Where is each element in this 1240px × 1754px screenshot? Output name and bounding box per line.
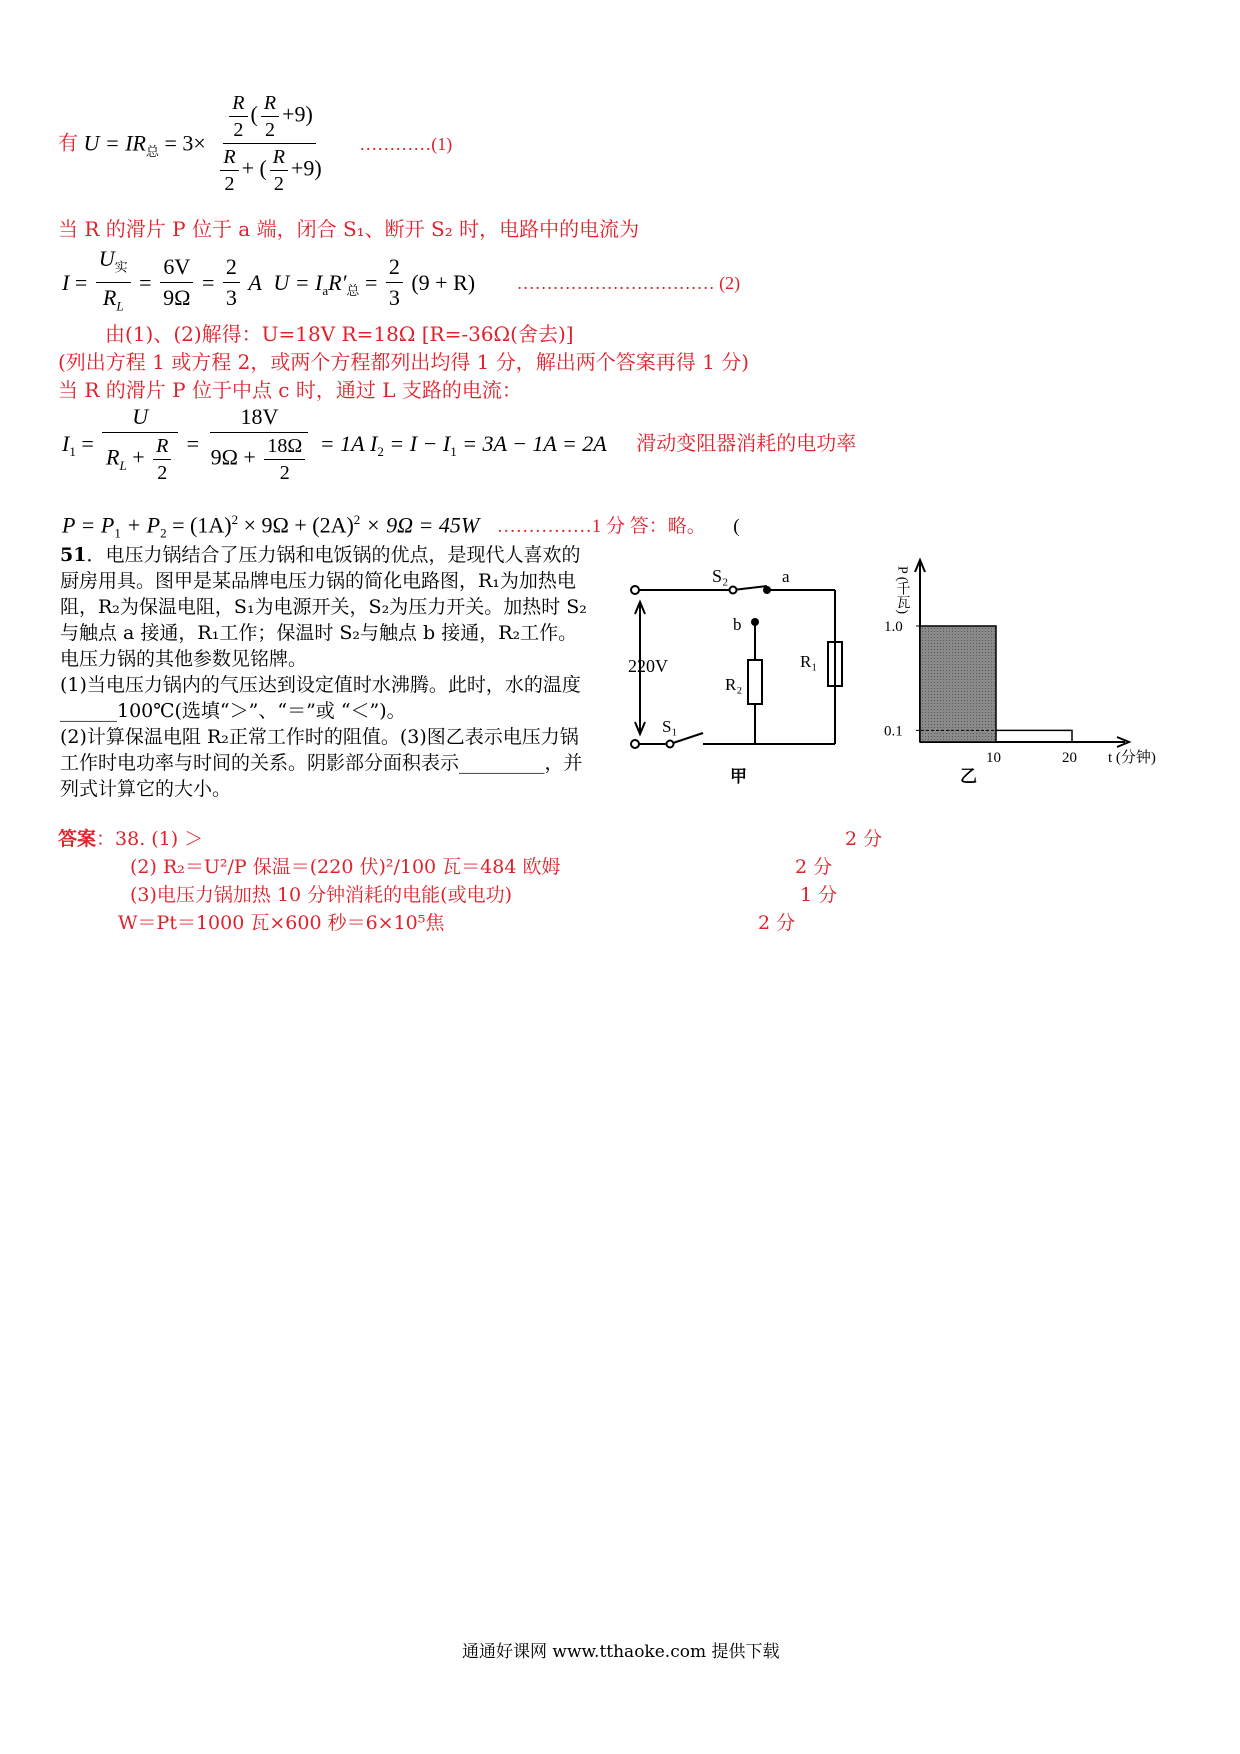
question-51 <box>60 542 590 802</box>
equation-1-tag: …………(1) <box>359 133 453 154</box>
equation-1-lhs-sub: 总 <box>146 143 160 159</box>
equation-4-tag: ……………1 分 答：略。 <box>496 516 706 538</box>
y-tick-label: 1.0 <box>884 619 903 635</box>
equation-1-fraction: $\frac{R}{2}$ ( $\frac{R}{2}$ +9) $\frac{R}{2}$ + ( $\frac{R}{2}$ +9) <box>214 92 324 195</box>
answer-line-4: W＝Pt＝1000 瓦×600 秒＝6×10⁵焦 <box>118 912 445 934</box>
text-line-solve: 由(1)、(2)解得：U=18V R=18Ω [R=-36Ω(舍去)] <box>105 322 574 346</box>
answer-score-2: 2 分 <box>795 856 833 878</box>
circuit-diagram <box>620 560 860 790</box>
chart-marks <box>884 560 1129 766</box>
contact-a-label: a <box>782 567 790 586</box>
power-time-chart <box>880 550 1180 790</box>
switch-s2-label: S₂ <box>712 566 729 586</box>
x-tick-label: 10 <box>986 750 1001 766</box>
shaded-energy-area <box>920 626 996 742</box>
switch-s1-label: S₁ <box>662 717 678 736</box>
equation-1-mid: = 3× <box>164 130 206 156</box>
voltage-label: 220V <box>628 656 668 676</box>
answer-score-1: 2 分 <box>845 828 883 850</box>
answer-line-1: 答案：38. (1) ＞ <box>58 828 204 850</box>
keep-warm-power-line <box>996 730 1072 742</box>
equation-4: $P = P_1 + P_2 = (1A)^2 \times 9\Omega + (2A)^2 \times 9\Omega = 45W$ ……………1 分 答：略。 ( <box>62 512 740 541</box>
equation-3: $I_1$ = U $R_L$ + $\frac{R}{2}$ = 18V 9Ω + $\frac{18\Omega}{2}$ = 1A $I_2 = I - I_1 = 3A - 1A = 2A$ 滑动变阻器消耗的电功率 <box>62 404 857 484</box>
question-51-part2-3: (2)计算保温电阻 R₂正常工作时的阻值。(3)图乙表示电压力锅工作时电功率与时间的关系。阴影部分面积表示_________，并列式计算它的大小。 <box>60 726 583 800</box>
equation-1 <box>58 92 453 195</box>
contact-b-label: b <box>733 615 742 634</box>
equation-1-lhs: U = IR <box>83 130 146 156</box>
question-51-part1: (1)当电压力锅内的气压达到设定值时水沸腾。此时，水的温度______100℃(选填“＞”、“＝”或 “＜”)。 <box>60 674 581 722</box>
answer-line-2: (2) R₂＝U²/P 保温＝(220 伏)²/100 瓦＝484 欧姆 <box>130 856 561 878</box>
equation-1-lead: 有 <box>58 132 78 155</box>
equation-3-note: 滑动变阻器消耗的电功率 <box>636 433 857 455</box>
equation-2: I = $\frac{U_实}{R_L}$ = $\frac{6V}{9\Omega}$ = $\frac{2}{3}$ A $U = I_aR'_总$ = $\frac{2}{3}$ (9 + R) …………………………… (2) <box>62 246 741 314</box>
answer-score-4: 2 分 <box>758 912 796 934</box>
answer-score-3: 1 分 <box>800 884 838 906</box>
chart-xlabel: t (分钟) <box>1108 750 1156 766</box>
y-tick-label: 0.1 <box>884 723 903 740</box>
equation-2-tag: …………………………… (2) <box>516 272 741 293</box>
page-footer: 通通好课网 www.tthaoke.com 提供下载 <box>462 1642 780 1662</box>
text-line-c-mid: 当 R 的滑片 P 位于中点 c 时，通过 L 支路的电流： <box>58 378 522 402</box>
chart-ylabel: P (千瓦) <box>894 566 910 615</box>
question-51-intro: 51．电压力锅结合了压力锅和电饭锅的优点，是现代人喜欢的厨房用具。图甲是某品牌电压力锅的简化电路图，R₁为加热电阻，R₂为保温电阻，S₁为电源开关，S₂为压力开关。加热时 S₂与触点 a 接通，R₁工作；保温时 S₂与触点 b 接通，R₂工作。电压力锅的其他参数见铭牌。 <box>60 544 587 670</box>
x-tick-label: 20 <box>1062 750 1077 766</box>
text-line-a-end: 当 R 的滑片 P 位于 a 端，闭合 S₁、断开 S₂ 时，电路中的电流为 <box>58 217 640 241</box>
resistor-r1-label: R₁ <box>800 652 818 671</box>
chart-caption: 乙 <box>960 767 977 786</box>
circuit-caption: 甲 <box>730 767 747 786</box>
answer-line-3: (3)电压力锅加热 10 分钟消耗的电能(或电功) <box>130 884 512 906</box>
text-line-scoring: (列出方程 1 或方程 2，或两个方程都列出均得 1 分，解出两个答案再得 1 分) <box>58 350 750 374</box>
resistor-r2-label: R₂ <box>725 675 743 694</box>
